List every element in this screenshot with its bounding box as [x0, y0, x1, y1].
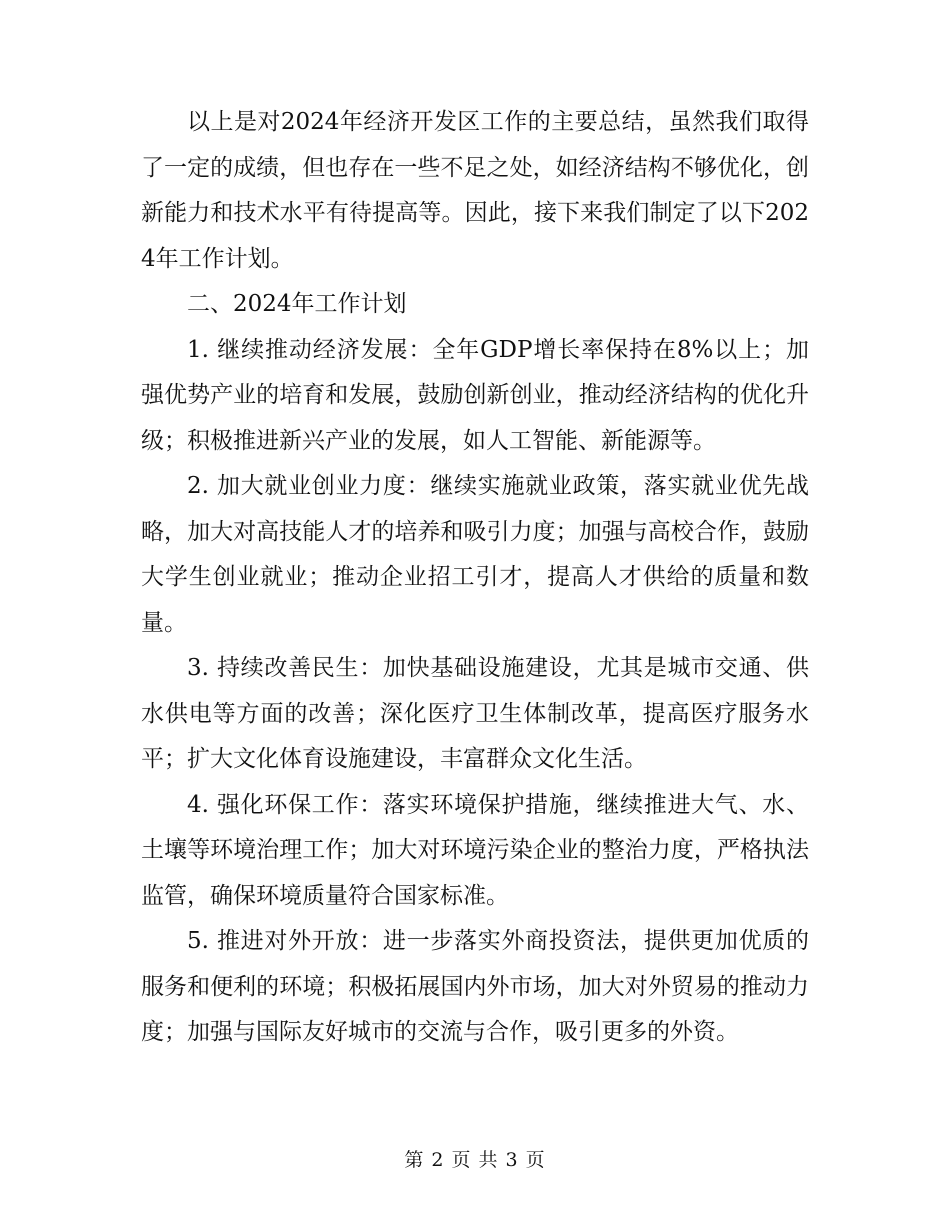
document-body: [141, 100, 809, 1056]
plan-item-3: 3. 持续改善民生：加快基础设施建设，尤其是城市交通、供水供电等方面的改善；深化医疗卫生体制改革，提高医疗服务水平；扩大文化体育设施建设，丰富群众文化生活。: [141, 655, 809, 772]
page-number-footer: 第 2 页 共 3 页: [404, 1149, 546, 1171]
plan-item-1: 1. 继续推动经济发展：全年GDP增长率保持在8%以上；加强优势产业的培育和发展，鼓励创新创业，推动经济结构的优化升级；积极推进新兴产业的发展，如人工智能、新能源等。: [141, 336, 809, 454]
plan-item-4: 4. 强化环保工作：落实环境保护措施，继续推进大气、水、土壤等环境治理工作；加大对环境污染企业的整治力度，严格执法监管，确保环境质量符合国家标准。: [141, 791, 809, 909]
plan-item-2: 2. 加大就业创业力度：继续实施就业政策，落实就业优先战略，加大对高技能人才的培养和吸引力度；加强与高校合作，鼓励大学生创业就业；推动企业招工引才，提高人才供给的质量和数量。: [141, 473, 809, 636]
section-heading: 二、2024年工作计划: [187, 291, 407, 317]
summary-paragraph: 以上是对2024年经济开发区工作的主要总结，虽然我们取得了一定的成绩，但也存在一些不足之处，如经济结构不够优化，创新能力和技术水平有待提高等。因此，接下来我们制定了以下2024年工作计划。: [141, 109, 809, 272]
plan-item-5: 5. 推进对外开放：进一步落实外商投资法，提供更加优质的服务和便利的环境；积极拓展国内外市场，加大对外贸易的推动力度；加强与国际友好城市的交流与合作，吸引更多的外资。: [141, 928, 809, 1045]
